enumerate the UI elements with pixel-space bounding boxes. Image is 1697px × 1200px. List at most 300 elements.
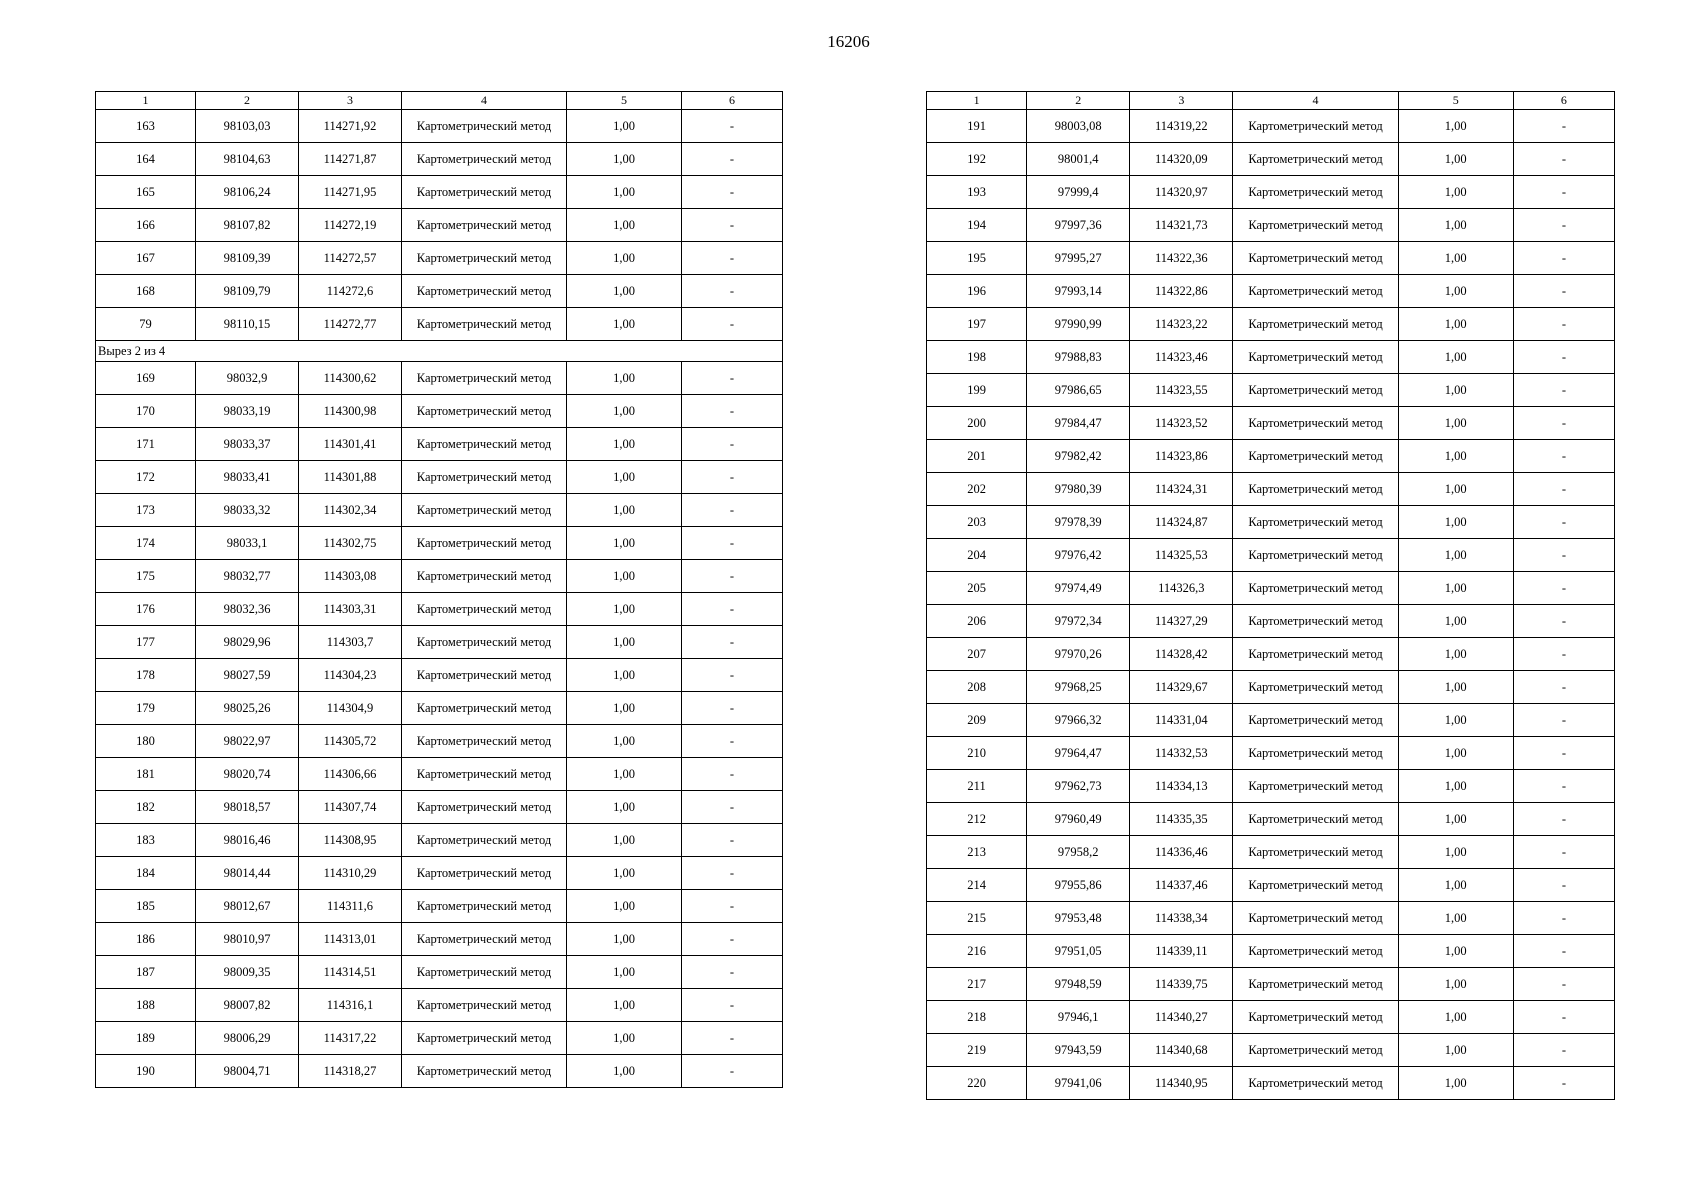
precision-cell: 1,00 — [567, 362, 682, 395]
precision-cell: 1,00 — [1398, 902, 1513, 935]
precision-cell: 1,00 — [1398, 1034, 1513, 1067]
x-coordinate-cell: 98020,74 — [196, 758, 299, 791]
point-number-cell: 186 — [96, 923, 196, 956]
precision-cell: 1,00 — [1398, 176, 1513, 209]
method-cell: Картометрический метод — [1233, 902, 1398, 935]
precision-cell: 1,00 — [567, 275, 682, 308]
description-cell: - — [1513, 176, 1614, 209]
x-coordinate-cell: 98110,15 — [196, 308, 299, 341]
method-cell: Картометрический метод — [1233, 1067, 1398, 1100]
method-cell: Картометрический метод — [1233, 572, 1398, 605]
x-coordinate-cell: 98032,77 — [196, 560, 299, 593]
point-number-cell: 198 — [927, 341, 1027, 374]
table-row — [927, 473, 1615, 506]
table-row — [96, 956, 783, 989]
point-number-cell: 202 — [927, 473, 1027, 506]
description-cell: - — [1513, 671, 1614, 704]
column-header: 2 — [1027, 92, 1130, 110]
point-number-cell: 196 — [927, 275, 1027, 308]
y-coordinate-cell: 114322,86 — [1130, 275, 1233, 308]
y-coordinate-cell: 114304,23 — [299, 659, 402, 692]
x-coordinate-cell: 97955,86 — [1027, 869, 1130, 902]
point-number-cell: 189 — [96, 1022, 196, 1055]
precision-cell: 1,00 — [567, 1022, 682, 1055]
y-coordinate-cell: 114271,87 — [299, 143, 402, 176]
point-number-cell: 211 — [927, 770, 1027, 803]
point-number-cell: 177 — [96, 626, 196, 659]
method-cell: Картометрический метод — [1233, 374, 1398, 407]
table-row — [927, 803, 1615, 836]
precision-cell: 1,00 — [1398, 572, 1513, 605]
y-coordinate-cell: 114337,46 — [1130, 869, 1233, 902]
x-coordinate-cell: 97974,49 — [1027, 572, 1130, 605]
table-row — [96, 725, 783, 758]
precision-cell: 1,00 — [567, 989, 682, 1022]
table-header-row — [96, 92, 783, 110]
precision-cell: 1,00 — [567, 560, 682, 593]
table-row — [96, 824, 783, 857]
section-row — [96, 341, 783, 362]
method-cell: Картометрический метод — [1233, 935, 1398, 968]
method-cell: Картометрический метод — [1233, 143, 1398, 176]
y-coordinate-cell: 114303,08 — [299, 560, 402, 593]
point-number-cell: 181 — [96, 758, 196, 791]
y-coordinate-cell: 114339,75 — [1130, 968, 1233, 1001]
x-coordinate-cell: 98014,44 — [196, 857, 299, 890]
table-row — [96, 560, 783, 593]
y-coordinate-cell: 114338,34 — [1130, 902, 1233, 935]
x-coordinate-cell: 97990,99 — [1027, 308, 1130, 341]
precision-cell: 1,00 — [567, 143, 682, 176]
table-row — [96, 308, 783, 341]
point-number-cell: 171 — [96, 428, 196, 461]
precision-cell: 1,00 — [567, 461, 682, 494]
table-row — [927, 110, 1615, 143]
description-cell: - — [682, 824, 783, 857]
y-coordinate-cell: 114320,97 — [1130, 176, 1233, 209]
y-coordinate-cell: 114325,53 — [1130, 539, 1233, 572]
x-coordinate-cell: 98004,71 — [196, 1055, 299, 1088]
precision-cell: 1,00 — [567, 1055, 682, 1088]
y-coordinate-cell: 114326,3 — [1130, 572, 1233, 605]
method-cell: Картометрический метод — [1233, 737, 1398, 770]
precision-cell: 1,00 — [567, 527, 682, 560]
precision-cell: 1,00 — [1398, 704, 1513, 737]
y-coordinate-cell: 114323,46 — [1130, 341, 1233, 374]
point-number-cell: 172 — [96, 461, 196, 494]
precision-cell: 1,00 — [1398, 440, 1513, 473]
y-coordinate-cell: 114336,46 — [1130, 836, 1233, 869]
table-row — [96, 242, 783, 275]
x-coordinate-cell: 97986,65 — [1027, 374, 1130, 407]
table-row — [96, 527, 783, 560]
method-cell: Картометрический метод — [1233, 1034, 1398, 1067]
y-coordinate-cell: 114332,53 — [1130, 737, 1233, 770]
method-cell: Картометрический метод — [1233, 803, 1398, 836]
description-cell: - — [682, 956, 783, 989]
point-number-cell: 179 — [96, 692, 196, 725]
precision-cell: 1,00 — [567, 176, 682, 209]
column-header: 3 — [1130, 92, 1233, 110]
precision-cell: 1,00 — [567, 308, 682, 341]
precision-cell: 1,00 — [567, 725, 682, 758]
precision-cell: 1,00 — [567, 110, 682, 143]
description-cell: - — [682, 593, 783, 626]
point-number-cell: 210 — [927, 737, 1027, 770]
method-cell: Картометрический метод — [402, 692, 567, 725]
point-number-cell: 183 — [96, 824, 196, 857]
description-cell: - — [682, 989, 783, 1022]
point-number-cell: 168 — [96, 275, 196, 308]
description-cell: - — [682, 560, 783, 593]
x-coordinate-cell: 97999,4 — [1027, 176, 1130, 209]
table-row — [927, 506, 1615, 539]
method-cell: Картометрический метод — [402, 527, 567, 560]
y-coordinate-cell: 114339,11 — [1130, 935, 1233, 968]
column-header: 1 — [927, 92, 1027, 110]
description-cell: - — [1513, 1034, 1614, 1067]
y-coordinate-cell: 114323,86 — [1130, 440, 1233, 473]
precision-cell: 1,00 — [567, 692, 682, 725]
table-row — [96, 428, 783, 461]
x-coordinate-cell: 98025,26 — [196, 692, 299, 725]
method-cell: Картометрический метод — [402, 791, 567, 824]
description-cell: - — [682, 1022, 783, 1055]
precision-cell: 1,00 — [1398, 737, 1513, 770]
table-row — [927, 704, 1615, 737]
x-coordinate-cell: 98018,57 — [196, 791, 299, 824]
method-cell: Картометрический метод — [402, 725, 567, 758]
table-row — [927, 968, 1615, 1001]
page-number: 16206 — [827, 32, 870, 51]
table-row — [927, 902, 1615, 935]
method-cell: Картометрический метод — [402, 209, 567, 242]
method-cell: Картометрический метод — [402, 593, 567, 626]
precision-cell: 1,00 — [1398, 308, 1513, 341]
method-cell: Картометрический метод — [1233, 110, 1398, 143]
column-header: 4 — [402, 92, 567, 110]
method-cell: Картометрический метод — [402, 824, 567, 857]
y-coordinate-cell: 114327,29 — [1130, 605, 1233, 638]
point-number-cell: 216 — [927, 935, 1027, 968]
point-number-cell: 212 — [927, 803, 1027, 836]
point-number-cell: 207 — [927, 638, 1027, 671]
precision-cell: 1,00 — [567, 758, 682, 791]
table-row — [96, 494, 783, 527]
point-number-cell: 204 — [927, 539, 1027, 572]
method-cell: Картометрический метод — [402, 461, 567, 494]
point-number-cell: 206 — [927, 605, 1027, 638]
point-number-cell: 218 — [927, 1001, 1027, 1034]
x-coordinate-cell: 97948,59 — [1027, 968, 1130, 1001]
table-body — [927, 110, 1615, 1100]
method-cell: Картометрический метод — [1233, 341, 1398, 374]
method-cell: Картометрический метод — [402, 242, 567, 275]
table-row — [96, 461, 783, 494]
x-coordinate-cell: 98027,59 — [196, 659, 299, 692]
method-cell: Картометрический метод — [402, 275, 567, 308]
precision-cell: 1,00 — [1398, 374, 1513, 407]
table-row — [927, 737, 1615, 770]
x-coordinate-cell: 98109,39 — [196, 242, 299, 275]
method-cell: Картометрический метод — [1233, 638, 1398, 671]
precision-cell: 1,00 — [1398, 836, 1513, 869]
method-cell: Картометрический метод — [402, 176, 567, 209]
x-coordinate-cell: 98022,97 — [196, 725, 299, 758]
point-number-cell: 192 — [927, 143, 1027, 176]
point-number-cell: 190 — [96, 1055, 196, 1088]
method-cell: Картометрический метод — [402, 890, 567, 923]
table-row — [927, 242, 1615, 275]
column-header: 5 — [1398, 92, 1513, 110]
description-cell: - — [1513, 242, 1614, 275]
table-row — [96, 626, 783, 659]
y-coordinate-cell: 114302,75 — [299, 527, 402, 560]
y-coordinate-cell: 114324,87 — [1130, 506, 1233, 539]
method-cell: Картометрический метод — [1233, 506, 1398, 539]
table-row — [927, 275, 1615, 308]
precision-cell: 1,00 — [567, 791, 682, 824]
point-number-cell: 169 — [96, 362, 196, 395]
x-coordinate-cell: 98001,4 — [1027, 143, 1130, 176]
description-cell: - — [1513, 407, 1614, 440]
point-number-cell: 185 — [96, 890, 196, 923]
precision-cell: 1,00 — [1398, 803, 1513, 836]
point-number-cell: 184 — [96, 857, 196, 890]
table-row — [96, 1055, 783, 1088]
precision-cell: 1,00 — [567, 824, 682, 857]
method-cell: Картометрический метод — [1233, 407, 1398, 440]
x-coordinate-cell: 97970,26 — [1027, 638, 1130, 671]
point-number-cell: 180 — [96, 725, 196, 758]
y-coordinate-cell: 114328,42 — [1130, 638, 1233, 671]
x-coordinate-cell: 98010,97 — [196, 923, 299, 956]
y-coordinate-cell: 114340,27 — [1130, 1001, 1233, 1034]
precision-cell: 1,00 — [567, 593, 682, 626]
table-row — [927, 440, 1615, 473]
method-cell: Картометрический метод — [1233, 242, 1398, 275]
y-coordinate-cell: 114321,73 — [1130, 209, 1233, 242]
description-cell: - — [1513, 275, 1614, 308]
description-cell: - — [1513, 605, 1614, 638]
x-coordinate-cell: 98003,08 — [1027, 110, 1130, 143]
description-cell: - — [1513, 308, 1614, 341]
column-header: 1 — [96, 92, 196, 110]
x-coordinate-cell: 98104,63 — [196, 143, 299, 176]
description-cell: - — [682, 1055, 783, 1088]
table-row — [96, 593, 783, 626]
table-row — [927, 1001, 1615, 1034]
y-coordinate-cell: 114323,22 — [1130, 308, 1233, 341]
description-cell: - — [682, 143, 783, 176]
coordinates-table-right — [926, 91, 1615, 1100]
coordinates-table-left — [95, 91, 783, 1088]
description-cell: - — [1513, 770, 1614, 803]
x-coordinate-cell: 97984,47 — [1027, 407, 1130, 440]
description-cell: - — [1513, 473, 1614, 506]
y-coordinate-cell: 114301,41 — [299, 428, 402, 461]
x-coordinate-cell: 97997,36 — [1027, 209, 1130, 242]
point-number-cell: 199 — [927, 374, 1027, 407]
x-coordinate-cell: 97978,39 — [1027, 506, 1130, 539]
x-coordinate-cell: 97964,47 — [1027, 737, 1130, 770]
description-cell: - — [1513, 869, 1614, 902]
point-number-cell: 195 — [927, 242, 1027, 275]
point-number-cell: 163 — [96, 110, 196, 143]
description-cell: - — [1513, 572, 1614, 605]
table-row — [927, 143, 1615, 176]
description-cell: - — [1513, 143, 1614, 176]
point-number-cell: 217 — [927, 968, 1027, 1001]
description-cell: - — [1513, 110, 1614, 143]
description-cell: - — [682, 110, 783, 143]
description-cell: - — [682, 527, 783, 560]
column-header: 6 — [1513, 92, 1614, 110]
description-cell: - — [682, 791, 783, 824]
precision-cell: 1,00 — [1398, 1001, 1513, 1034]
x-coordinate-cell: 98033,1 — [196, 527, 299, 560]
description-cell: - — [1513, 638, 1614, 671]
method-cell: Картометрический метод — [402, 1055, 567, 1088]
description-cell: - — [682, 209, 783, 242]
point-number-cell: 182 — [96, 791, 196, 824]
column-header: 6 — [682, 92, 783, 110]
point-number-cell: 174 — [96, 527, 196, 560]
x-coordinate-cell: 98107,82 — [196, 209, 299, 242]
precision-cell: 1,00 — [1398, 341, 1513, 374]
x-coordinate-cell: 98033,37 — [196, 428, 299, 461]
precision-cell: 1,00 — [567, 428, 682, 461]
description-cell: - — [682, 362, 783, 395]
y-coordinate-cell: 114300,98 — [299, 395, 402, 428]
description-cell: - — [682, 428, 783, 461]
precision-cell: 1,00 — [1398, 275, 1513, 308]
description-cell: - — [682, 176, 783, 209]
point-number-cell: 201 — [927, 440, 1027, 473]
y-coordinate-cell: 114300,62 — [299, 362, 402, 395]
precision-cell: 1,00 — [1398, 671, 1513, 704]
method-cell: Картометрический метод — [1233, 473, 1398, 506]
table-row — [927, 869, 1615, 902]
y-coordinate-cell: 114331,04 — [1130, 704, 1233, 737]
x-coordinate-cell: 97960,49 — [1027, 803, 1130, 836]
table-row — [927, 539, 1615, 572]
point-number-cell: 170 — [96, 395, 196, 428]
description-cell: - — [1513, 1001, 1614, 1034]
table-header-row — [927, 92, 1615, 110]
table-row — [927, 176, 1615, 209]
description-cell: - — [1513, 803, 1614, 836]
x-coordinate-cell: 98007,82 — [196, 989, 299, 1022]
method-cell: Картометрический метод — [402, 395, 567, 428]
x-coordinate-cell: 97946,1 — [1027, 1001, 1130, 1034]
method-cell: Картометрический метод — [1233, 704, 1398, 737]
x-coordinate-cell: 97988,83 — [1027, 341, 1130, 374]
y-coordinate-cell: 114323,55 — [1130, 374, 1233, 407]
method-cell: Картометрический метод — [1233, 836, 1398, 869]
x-coordinate-cell: 97943,59 — [1027, 1034, 1130, 1067]
description-cell: - — [682, 626, 783, 659]
precision-cell: 1,00 — [567, 242, 682, 275]
y-coordinate-cell: 114272,6 — [299, 275, 402, 308]
x-coordinate-cell: 97968,25 — [1027, 671, 1130, 704]
point-number-cell: 193 — [927, 176, 1027, 209]
description-cell: - — [682, 275, 783, 308]
precision-cell: 1,00 — [1398, 473, 1513, 506]
column-header: 2 — [196, 92, 299, 110]
y-coordinate-cell: 114313,01 — [299, 923, 402, 956]
y-coordinate-cell: 114324,31 — [1130, 473, 1233, 506]
point-number-cell: 173 — [96, 494, 196, 527]
y-coordinate-cell: 114318,27 — [299, 1055, 402, 1088]
precision-cell: 1,00 — [567, 494, 682, 527]
method-cell: Картометрический метод — [402, 362, 567, 395]
y-coordinate-cell: 114329,67 — [1130, 671, 1233, 704]
x-coordinate-cell: 97958,2 — [1027, 836, 1130, 869]
x-coordinate-cell: 98033,19 — [196, 395, 299, 428]
method-cell: Картометрический метод — [1233, 968, 1398, 1001]
table-row — [927, 308, 1615, 341]
x-coordinate-cell: 97980,39 — [1027, 473, 1130, 506]
table-row — [927, 638, 1615, 671]
x-coordinate-cell: 98106,24 — [196, 176, 299, 209]
precision-cell: 1,00 — [567, 923, 682, 956]
point-number-cell: 213 — [927, 836, 1027, 869]
point-number-cell: 176 — [96, 593, 196, 626]
table-row — [927, 770, 1615, 803]
precision-cell: 1,00 — [1398, 605, 1513, 638]
description-cell: - — [1513, 968, 1614, 1001]
description-cell: - — [682, 725, 783, 758]
method-cell: Картометрический метод — [402, 659, 567, 692]
x-coordinate-cell: 98103,03 — [196, 110, 299, 143]
table-row — [96, 989, 783, 1022]
point-number-cell: 209 — [927, 704, 1027, 737]
point-number-cell: 203 — [927, 506, 1027, 539]
method-cell: Картометрический метод — [402, 428, 567, 461]
y-coordinate-cell: 114340,68 — [1130, 1034, 1233, 1067]
x-coordinate-cell: 97953,48 — [1027, 902, 1130, 935]
y-coordinate-cell: 114334,13 — [1130, 770, 1233, 803]
point-number-cell: 215 — [927, 902, 1027, 935]
x-coordinate-cell: 98032,36 — [196, 593, 299, 626]
method-cell: Картометрический метод — [1233, 770, 1398, 803]
y-coordinate-cell: 114340,95 — [1130, 1067, 1233, 1100]
method-cell: Картометрический метод — [402, 143, 567, 176]
point-number-cell: 164 — [96, 143, 196, 176]
table-row — [96, 395, 783, 428]
x-coordinate-cell: 97993,14 — [1027, 275, 1130, 308]
y-coordinate-cell: 114305,72 — [299, 725, 402, 758]
precision-cell: 1,00 — [1398, 110, 1513, 143]
table-row — [96, 209, 783, 242]
table-row — [96, 275, 783, 308]
x-coordinate-cell: 98029,96 — [196, 626, 299, 659]
y-coordinate-cell: 114304,9 — [299, 692, 402, 725]
precision-cell: 1,00 — [1398, 506, 1513, 539]
precision-cell: 1,00 — [567, 626, 682, 659]
y-coordinate-cell: 114335,35 — [1130, 803, 1233, 836]
description-cell: - — [1513, 209, 1614, 242]
point-number-cell: 214 — [927, 869, 1027, 902]
description-cell: - — [1513, 737, 1614, 770]
table-row — [927, 572, 1615, 605]
table-row — [927, 341, 1615, 374]
method-cell: Картометрический метод — [402, 560, 567, 593]
point-number-cell: 167 — [96, 242, 196, 275]
y-coordinate-cell: 114272,57 — [299, 242, 402, 275]
table-row — [927, 671, 1615, 704]
